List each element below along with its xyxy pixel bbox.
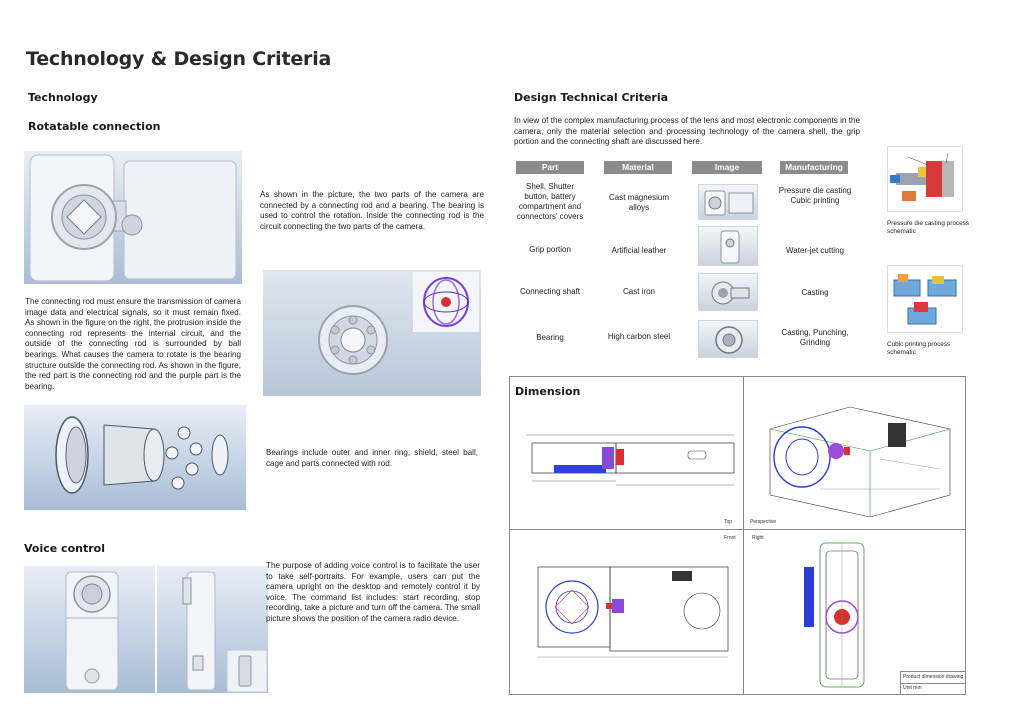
- table-row-manufacturing: Casting: [801, 288, 829, 297]
- rotatable-text-1: As shown in the picture, the two parts of the camera are connected by a connecting rod and a bearing. The bearing is used to control the rotation. Inside the connecting rod is the circuit connecting the two parts of the camera.: [260, 190, 484, 231]
- view-label-top: Top: [724, 519, 733, 525]
- bearing-thumbnail: [698, 320, 758, 358]
- design-intro-text: In view of the complex manufacturing process of the lens and most electronic components in the camera, only the material selection and processing technology of the camera shell, the grip portion and the connecting shaft are discussed here.: [514, 116, 860, 147]
- table-header-manufacturing: Manufacturing: [780, 161, 848, 174]
- grip-thumbnail-icon: [699, 227, 758, 266]
- rotatable-connection-heading: Rotatable connection: [28, 120, 161, 133]
- bearing-illustration: [263, 270, 481, 396]
- camera-upright-render: [24, 566, 155, 693]
- rotatable-text-2: The connecting rod must ensure the transmission of camera image data and electrical signals, so it must remain fixed. As shown in the figure on the right, the protrusion inside the connecting rod represents the internal circuit, and the outside of the connecting rod is surrounded by ball bearings. What causes the camera to rotate is the bearing structure outside the connecting rod. As shown in the figure, the red part is the connecting rod and the purple part is the bearing.: [25, 297, 241, 391]
- cubic-printing-diagram: [888, 266, 963, 333]
- exploded-bearing-render: [24, 405, 246, 510]
- camera-rotation-render: [24, 151, 242, 284]
- design-criteria-heading: Design Technical Criteria: [514, 91, 669, 104]
- die-casting-diagram: [888, 147, 963, 212]
- table-header-material: Material: [604, 161, 672, 174]
- title-block: [900, 671, 965, 694]
- table-row-part: Grip portion: [529, 245, 571, 254]
- voice-control-text: The purpose of adding voice control is to facilitate the user to take self-portraits. For example, users can put the camera upright on the desktop and remotely control it by voice. The command list includes: start recording, stop recording, take a picture and turn off the camera. The small picture shows the position of the camera radio device.: [266, 561, 480, 623]
- table-row-manufacturing: Pressure die casting Cubic printing: [778, 186, 852, 205]
- rotatable-text-3: Bearings include outer and inner ring, shield, steel ball, cage and parts connected with rod.: [266, 448, 478, 468]
- table-header-image: Image: [692, 161, 762, 174]
- view-label-perspective: Perspective: [750, 519, 777, 525]
- table-row-part: Bearing: [536, 333, 564, 342]
- perspective-view-drawing: [760, 399, 960, 521]
- cubic-printing-caption: Cubic printing process schematic: [887, 341, 951, 356]
- title-block-name: Product dimension drawing: [903, 674, 964, 680]
- cubic-printing-schematic: [887, 265, 963, 333]
- table-row-material: High carbon steel: [607, 332, 671, 341]
- dimension-heading: Dimension: [515, 385, 581, 398]
- front-view-drawing: [532, 559, 738, 663]
- shaft-thumbnail: [698, 273, 758, 311]
- technology-heading: Technology: [28, 91, 98, 104]
- top-view-drawing: [524, 427, 740, 495]
- table-row-manufacturing: Casting, Punching, Grinding: [781, 328, 849, 347]
- dimension-divider-horizontal: [510, 529, 965, 530]
- shaft-thumbnail-icon: [699, 274, 758, 311]
- exploded-bearing-illustration: [24, 405, 246, 510]
- table-row-material: Cast magnesium alloys: [608, 193, 670, 212]
- table-row-material: Cast iron: [622, 287, 655, 296]
- title-block-unit: Unit mm: [903, 685, 922, 691]
- table-row-material: Artificial leather: [611, 246, 667, 255]
- view-label-front: Front: [724, 535, 736, 541]
- page-title: Technology & Design Criteria: [26, 48, 332, 70]
- camera-body-illustration: [24, 151, 242, 284]
- camera-shell-thumbnail: [698, 184, 758, 220]
- bearing-render: [263, 270, 481, 396]
- table-header-part: Part: [516, 161, 584, 174]
- die-casting-caption: Pressure die casting process schematic: [887, 220, 970, 235]
- right-view-drawing: [800, 537, 880, 693]
- side-camera-illustration: [157, 566, 268, 693]
- dimension-panel: [509, 376, 966, 695]
- voice-control-heading: Voice control: [24, 542, 105, 555]
- grip-thumbnail: [698, 226, 758, 266]
- upright-camera-illustration: [24, 566, 155, 693]
- table-row-part: Shell, Shutter button, battery compartment and connectors' covers: [516, 182, 584, 221]
- die-casting-schematic: [887, 146, 963, 212]
- camera-side-render: [157, 566, 268, 693]
- dimension-divider-vertical: [743, 377, 744, 694]
- view-label-right: Right: [752, 535, 764, 541]
- table-row-part: Connecting shaft: [519, 287, 581, 296]
- table-row-manufacturing: Water-jet cutting: [786, 246, 844, 255]
- shell-thumbnail-icon: [699, 185, 758, 220]
- bearing-thumbnail-icon: [699, 321, 758, 358]
